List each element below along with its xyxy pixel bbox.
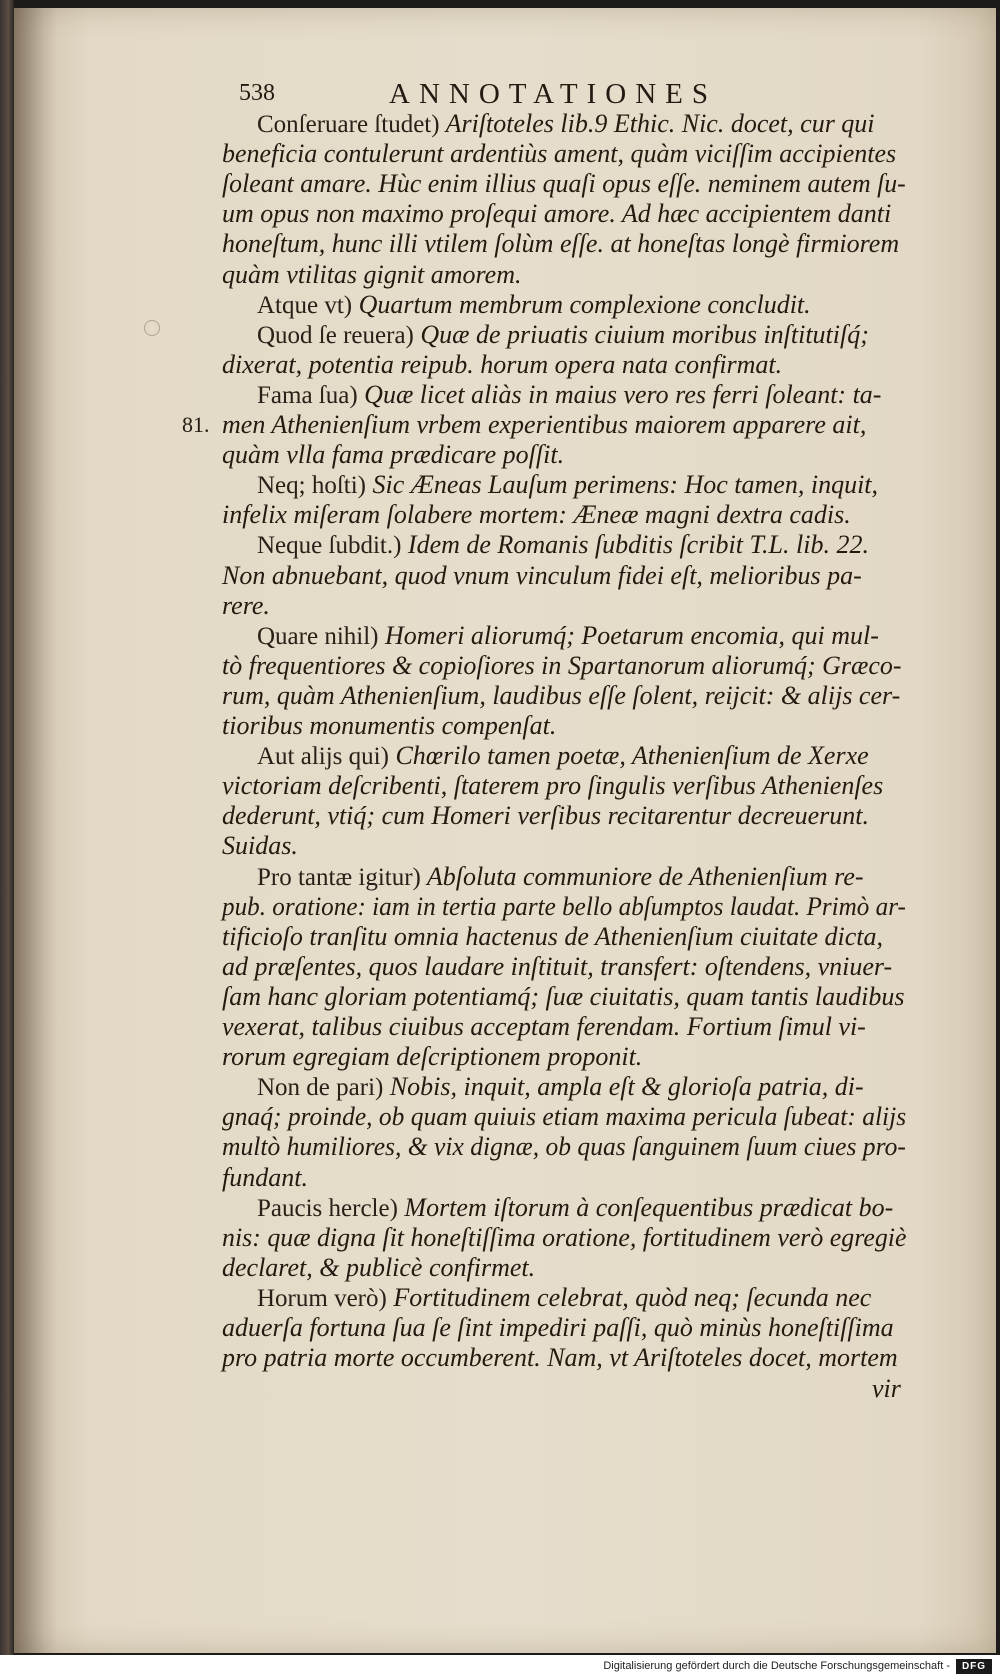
text-line — [222, 1252, 535, 1284]
commentary-text: Idem de Romanis ſubditis ſcribit T.L. lib. 22. — [401, 530, 869, 560]
lemma: Conſeruare ſtudet) — [257, 111, 440, 138]
commentary-text: Quæ de priuatis ciuium moribus inſtitutiſq́; — [413, 319, 869, 349]
text-line — [222, 198, 891, 230]
lemma: Atque vt) — [257, 291, 353, 319]
margin-note: 81. — [182, 412, 210, 437]
commentary-text: tò frequentiores & copioſiores in Spartanorum aliorumq́; Græco- — [222, 650, 902, 680]
lemma: Fama ſua) — [257, 381, 358, 409]
commentary-text: vexerat, talibus ciuibus acceptam ferendam. Fortium ſimul vi- — [222, 1012, 866, 1041]
commentary-text: Mortem iſtorum à conſequentibus prædicat bo- — [397, 1192, 894, 1222]
text-line — [222, 168, 906, 200]
lemma: Neq; hoſti) — [257, 472, 367, 500]
commentary-text: ad præſentes, quos laudare inſtituit, transfert: oſtendens, vniuer- — [222, 951, 893, 981]
text-line — [222, 1131, 906, 1163]
text-line — [222, 560, 862, 592]
text-line — [222, 228, 899, 260]
commentary-text: Quæ licet aliàs in maius vero res ferri ſoleant: ta- — [357, 379, 882, 409]
text-line — [257, 108, 875, 141]
text-line — [222, 1101, 906, 1133]
lemma: Aut alijs qui) — [257, 743, 389, 771]
commentary-text: tioribus monumentis compenſat. — [222, 711, 557, 740]
commentary-text: quàm vtilitas gignit amorem. — [222, 259, 522, 289]
spine-shadow — [14, 8, 58, 1653]
text-line — [222, 650, 902, 682]
commentary-text: Suidas. — [222, 831, 298, 861]
text-line — [257, 319, 869, 352]
commentary-text: rere. — [222, 590, 270, 620]
commentary-text: Nobis, inquit, ampla eſt & glorioſa patria, di- — [383, 1072, 864, 1102]
book-edge — [0, 0, 14, 1655]
text-line — [222, 981, 905, 1013]
commentary-text: Ariſtoteles lib.9 Ethic. Nic. docet, cur qui — [439, 109, 875, 138]
commentary-text: Quartum membrum complexione concludit. — [352, 289, 811, 319]
dfg-logo: DFG — [956, 1659, 992, 1674]
text-line — [222, 439, 564, 471]
text-line — [257, 289, 811, 322]
commentary-text: declaret, & publicè confirmet. — [222, 1252, 536, 1282]
text-line — [222, 710, 556, 742]
text-line — [222, 770, 883, 802]
text-line — [222, 349, 782, 381]
commentary-text: Abſoluta communiore de Athenienſium re- — [420, 861, 864, 891]
text-line — [222, 138, 896, 170]
commentary-text: pro patria morte occumberent. Nam, vt Ariſtoteles docet, mortem — [222, 1343, 898, 1373]
commentary-text: infelix miſeram ſolabere mortem: Æneæ magni dextra cadis. — [222, 500, 851, 530]
text-line — [257, 379, 881, 412]
text-line — [222, 800, 869, 832]
commentary-text: pub. oratione: iam in tertia parte bello abſumptos laudat. Primò ar- — [222, 891, 906, 921]
commentary-text: honeſtum, hunc illi vtilem ſolùm eſſe. at honeſtas longè firmiorem — [222, 229, 900, 259]
text-line — [222, 1342, 898, 1374]
text-line — [257, 1192, 893, 1225]
text-line — [222, 921, 883, 953]
text-line — [257, 740, 869, 773]
commentary-text: Chœrilo tamen poetæ, Athenienſium de Xerxe — [388, 741, 869, 771]
text-line — [222, 409, 866, 441]
commentary-text: fundant. — [222, 1162, 308, 1192]
text-line — [222, 1222, 907, 1254]
running-head: ANNOTATIONES — [389, 78, 717, 110]
commentary-text: beneficia contulerunt ardentiùs ament, quàm viciſſim accipientes — [222, 139, 897, 169]
commentary-text: Non abnuebant, quod vnum vinculum fidei eſt, melioribus pa- — [222, 560, 862, 590]
commentary-text: nis: quæ digna ſit honeſtiſſima oratione, fortitudinem verò egregiè — [222, 1222, 907, 1252]
text-line — [222, 1011, 866, 1043]
commentary-text: multò humiliores, & vix dignæ, ob quas ſanguinem ſuum ciues pro- — [222, 1132, 906, 1162]
commentary-text: Sic Æneas Lauſum perimens: Hoc tamen, inquit, — [366, 470, 879, 500]
text-line — [222, 1162, 308, 1194]
commentary-text: dederunt, vtiq́; cum Homeri verſibus recitarentur decreuerunt. — [222, 801, 869, 831]
lemma: Horum verò) — [257, 1284, 387, 1312]
text-line — [222, 1041, 642, 1073]
commentary-text: dixerat, potentia reipub. horum opera nata confirmat. — [222, 349, 783, 379]
catchword: vir — [872, 1374, 901, 1403]
commentary-text: Fortitudinem celebrat, quòd neq; ſecunda nec — [386, 1282, 872, 1312]
lemma: Paucis hercle) — [257, 1194, 398, 1222]
lemma: Pro tantæ igitur) — [257, 863, 421, 891]
lemma: Quod ſe reuera) — [257, 321, 414, 349]
lemma: Non de pari) — [257, 1074, 384, 1102]
text-line — [222, 951, 892, 983]
commentary-text: men Athenienſium vrbem experientibus maiorem apparere ait, — [222, 410, 867, 439]
commentary-text: rorum egregiam deſcriptionem proponit. — [222, 1042, 643, 1072]
commentary-text: rum, quàm Athenienſium, laudibus eſſe ſolent, reijcit: & alijs cer- — [222, 680, 901, 710]
digitization-footer — [0, 1655, 1000, 1679]
text-line — [257, 1282, 871, 1315]
lemma: Neque ſubdit.) — [257, 532, 402, 560]
text-line — [222, 590, 270, 622]
commentary-text: quàm vlla fama prædicare poſſit. — [222, 440, 565, 470]
text-line — [257, 861, 864, 894]
text-line — [222, 259, 521, 291]
commentary-text: ſam hanc gloriam potentiamq́; ſuæ ciuitatis, quam tantis laudibus — [222, 981, 905, 1011]
text-line — [222, 830, 298, 862]
commentary-text: um opus non maximo proſequi amore. Ad hæc accipientem danti — [222, 199, 892, 229]
commentary-text: aduerſa fortuna ſua ſe ſint impediri paſſi, quò minùs honeſtiſſima — [222, 1313, 894, 1342]
lemma: Quare nihil) — [257, 622, 379, 650]
commentary-text: ſoleant amare. Hùc enim illius quaſi opus eſſe. neminem autem ſu- — [222, 169, 906, 199]
commentary-text: gnaq́; proinde, ob quam quiuis etiam maxima pericula ſubeat: alijs — [222, 1102, 907, 1132]
commentary-text: victoriam deſcribenti, ſtaterem pro ſingulis verſibus Athenienſes — [222, 771, 884, 801]
text-line — [257, 469, 878, 502]
text-line — [257, 1071, 864, 1104]
footer-credit: Digitalisierung gefördert durch die Deutsche Forschungsgemeinschaft - — [603, 1660, 950, 1672]
commentary-text: Homeri aliorumq́; Poetarum encomia, qui mul- — [378, 620, 879, 650]
commentary-text: tificioſo tranſitu omnia hactenus de Athenienſium ciuitate dicta, — [222, 921, 883, 951]
paper-speck — [144, 320, 160, 336]
text-line — [222, 1312, 894, 1344]
text-line — [222, 499, 851, 531]
book-page — [14, 8, 996, 1653]
text-line — [257, 620, 879, 653]
text-line — [257, 529, 869, 562]
text-line — [222, 680, 900, 712]
page-number: 538 — [239, 80, 275, 106]
text-line — [222, 891, 906, 923]
